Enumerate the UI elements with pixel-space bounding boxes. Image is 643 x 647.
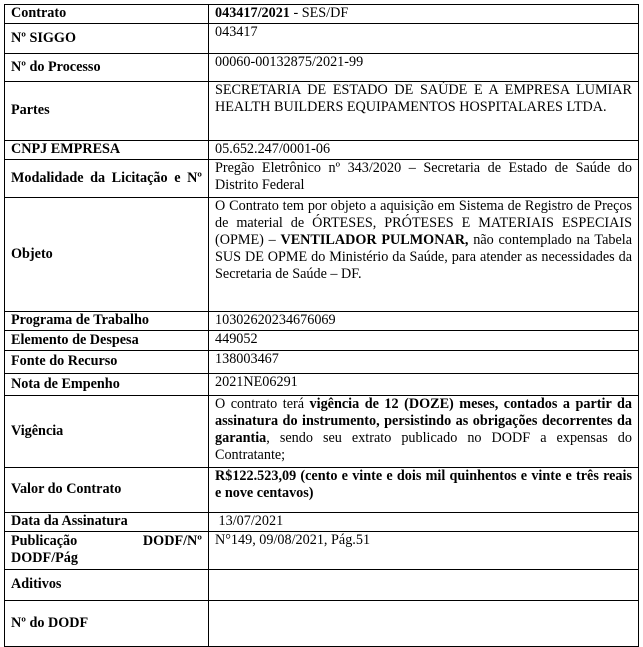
row-valor (5, 468, 639, 513)
row-objeto (5, 198, 639, 312)
label-publicacao (5, 532, 209, 570)
value-fonte: 138003467 (209, 351, 639, 374)
label-cnpj: CNPJ EMPRESA (5, 141, 209, 160)
value-contrato-suffix: - SES/DF (289, 5, 349, 21)
value-processo: 00060-00132875/2021-99 (209, 54, 639, 82)
label-vigencia: Vigência (5, 396, 209, 468)
label-processo: Nº do Processo (5, 54, 209, 82)
row-aditivos (5, 570, 639, 601)
label-contrato: Contrato (5, 5, 209, 24)
value-objeto-text-1: O Contrato tem por objeto a aquisição em Sistema de Registro de Preços de material de ÓRTESES, PRÓTESES E MATERIAIS ESPECIAIS (OPME) – (215, 198, 632, 248)
value-vigencia-highlight: vigência de 12 (DOZE) meses, contados a partir da assinatura do instrumento, persistindo as obrigações decorrentes da garantia (215, 396, 632, 446)
row-partes (5, 82, 639, 141)
value-cnpj: 05.652.247/0001-06 (209, 141, 639, 160)
value-vigencia-text-1: O contrato terá (215, 396, 310, 412)
row-publicacao (5, 532, 639, 570)
value-assinatura-date: 13/07/2021 (218, 513, 284, 529)
row-processo (5, 54, 639, 82)
value-programa: 10302620234676069 (209, 312, 639, 331)
value-siggo: 043417 (209, 24, 639, 54)
value-elemento: 449052 (209, 331, 639, 351)
value-vigencia-text-2: , sendo seu extrato publicado no DODF a expensas do Contratante; (215, 430, 632, 463)
contract-summary (4, 4, 639, 647)
label-aditivos: Aditivos (5, 570, 209, 601)
row-fonte (5, 351, 639, 374)
label-valor: Valor do Contrato (5, 468, 209, 513)
value-objeto-highlight: VENTILADOR PULMONAR, (280, 232, 469, 248)
value-aditivos (209, 570, 639, 601)
label-fonte: Fonte do Recurso (5, 351, 209, 374)
value-dodf (209, 601, 639, 647)
value-valor: R$122.523,09 (cento e vinte e dois mil quinhentos e vinte e três reais e nove centavos) (209, 468, 639, 513)
label-programa: Programa de Trabalho (5, 312, 209, 331)
label-publicacao-text: Publicação (11, 533, 78, 549)
row-programa (5, 312, 639, 331)
label-dodf: Nº do DODF (5, 601, 209, 647)
label-publicacao-line-1 (11, 533, 202, 550)
label-partes: Partes (5, 82, 209, 141)
contract-table (4, 4, 639, 647)
value-empenho: 2021NE06291 (209, 374, 639, 396)
value-partes: SECRETARIA DE ESTADO DE SAÚDE E A EMPRESA LUMIAR HEALTH BUILDERS EQUIPAMENTOS HOSPITALARES LTDA. (209, 82, 639, 141)
label-siggo: Nº SIGGO (5, 24, 209, 54)
label-modalidade: Modalidade da Licitação e Nº (5, 160, 209, 198)
row-vigencia (5, 396, 639, 468)
row-contrato (5, 5, 639, 24)
label-publicacao-dodf-pag: DODF/Pág (11, 550, 78, 566)
row-cnpj (5, 141, 639, 160)
value-contrato-number: 043417/2021 (215, 5, 290, 21)
row-siggo (5, 24, 639, 54)
value-assinatura (209, 513, 639, 532)
value-objeto-text-2: não contemplado na Tabela SUS DE OPME do Ministério da Saúde, para atender as necessidades da Secretaria de Saúde – DF. (215, 232, 632, 282)
label-assinatura: Data da Assinatura (5, 513, 209, 532)
row-modalidade (5, 160, 639, 198)
value-vigencia (209, 396, 639, 468)
row-elemento (5, 331, 639, 351)
row-dodf (5, 601, 639, 647)
label-empenho: Nota de Empenho (5, 374, 209, 396)
value-publicacao: N°149, 09/08/2021, Pág.51 (209, 532, 639, 570)
value-contrato (209, 5, 639, 24)
label-elemento: Elemento de Despesa (5, 331, 209, 351)
value-modalidade: Pregão Eletrônico nº 343/2020 – Secretaria de Estado de Saúde do Distrito Federal (209, 160, 639, 198)
label-publicacao-dodf-num: DODF/Nº (142, 533, 202, 549)
value-objeto (209, 198, 639, 312)
row-empenho (5, 374, 639, 396)
row-assinatura (5, 513, 639, 532)
label-objeto: Objeto (5, 198, 209, 312)
